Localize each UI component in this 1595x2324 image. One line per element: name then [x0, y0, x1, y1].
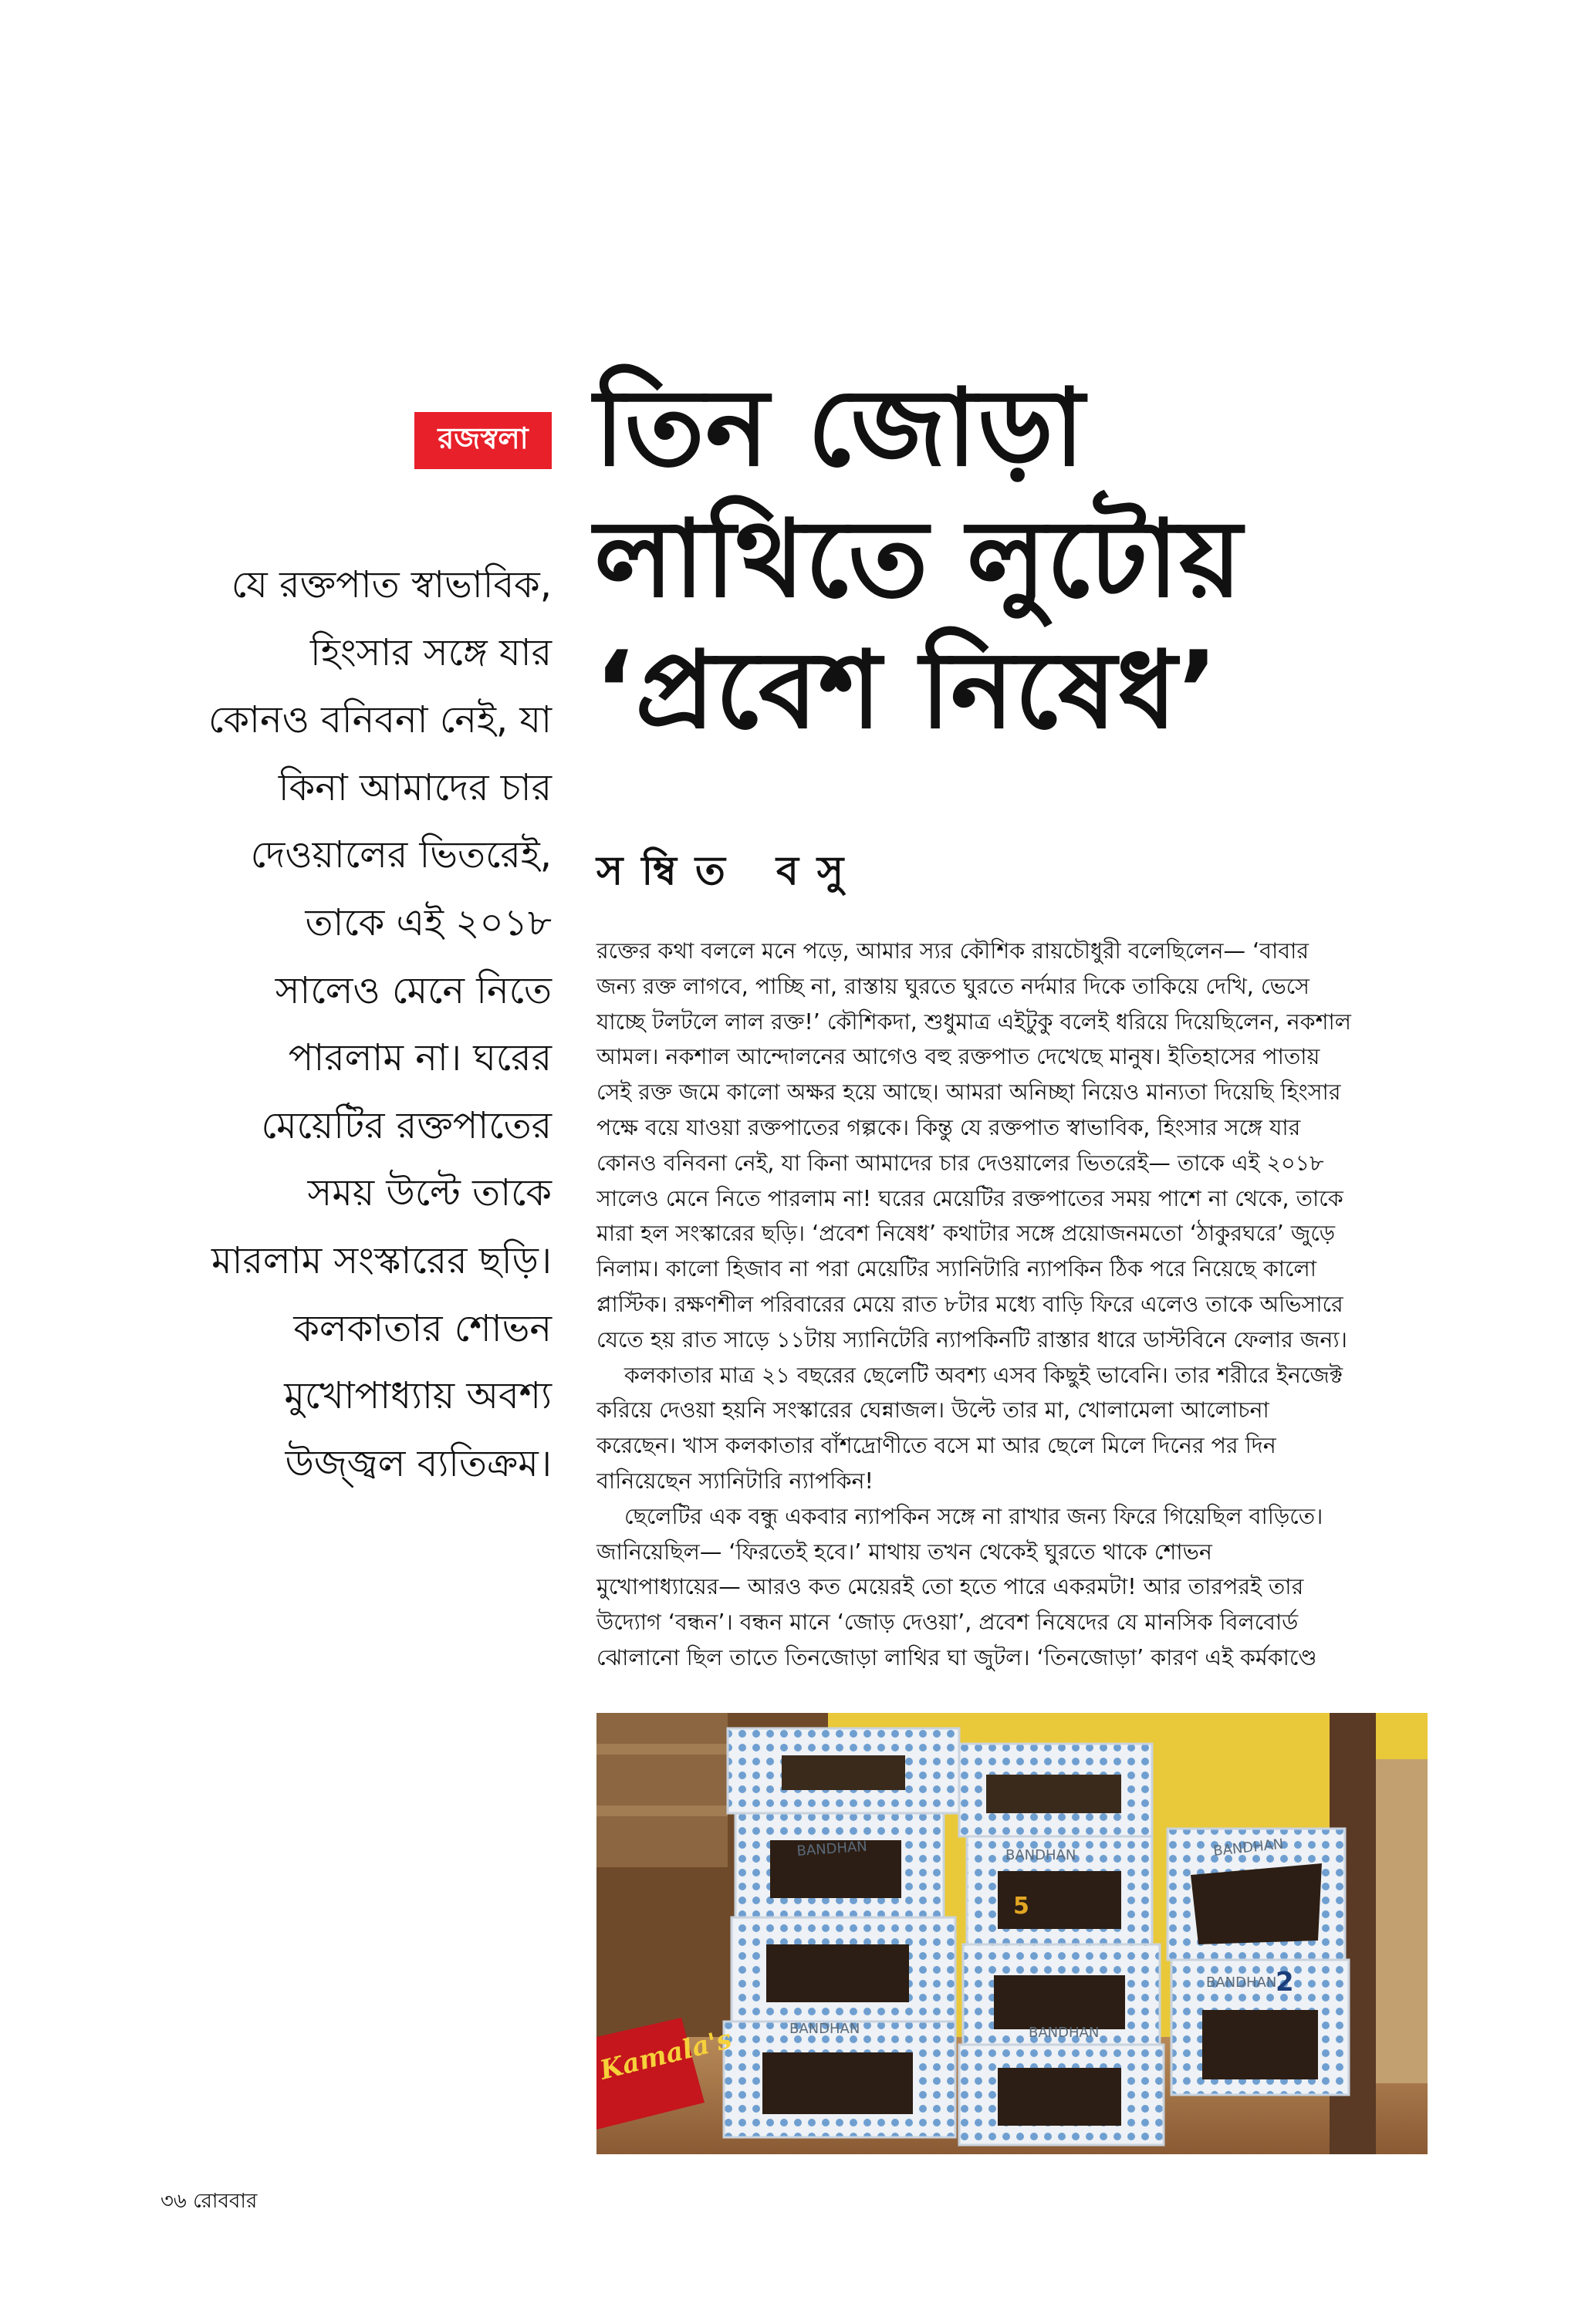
body-line: পক্ষে বয়ে যাওয়া রক্তপাতের গল্পকে। কিন্তু যে রক্তপাত স্বাভাবিক, হিংসার সঙ্গে যার — [596, 1114, 1301, 1140]
photo-box-label: BANDHAN — [789, 2021, 860, 2037]
page-folio: ৩৬ রোববার — [161, 2190, 258, 2213]
body-line: মুখোপাধ্যায়ের— আরও কত মেয়েরই তো হতে পারে একরমটা! আর তারপরই তার — [596, 1574, 1304, 1600]
photo-box-label: BANDHAN — [1212, 1836, 1285, 1860]
pullquote-line: মুখোপাধ্যায় অবশ্য — [284, 1374, 552, 1418]
body-line: কলকাতার মাত্র ২১ বছরের ছেলেটি অবশ্য এসব কিছুই ভাবেনি। তার শরীরে ইনজেক্ট — [624, 1362, 1343, 1388]
article-body — [596, 934, 1430, 1676]
pullquote-line: পারলাম না। ঘরের — [288, 1036, 552, 1080]
pullquote — [147, 552, 552, 1498]
body-line: জন্য রক্ত লাগবে, পাচ্ছি না, রাস্তায় ঘুরতে ঘুরতে নর্দমার দিকে তাকিয়ে দেখি, ভেসে — [596, 973, 1309, 999]
body-line: করিয়ে দেওয়া হয়নি সংস্কারের ঘেন্নাজল। উল্টে তার মা, খোলামেলা আলোচনা — [596, 1397, 1269, 1424]
photo-shelf — [596, 1713, 728, 1867]
headline-line: লাথিতে লুটোয় — [594, 497, 1243, 621]
pullquote-line: কলকাতার শোভন — [293, 1306, 552, 1350]
headline-line: ‘প্রবেশ নিষেধ’ — [594, 628, 1219, 752]
photo-box-label: BANDHAN — [1005, 1847, 1076, 1863]
pullquote-line: হিংসার সঙ্গে যার — [310, 630, 552, 674]
body-line: ঝোলানো ছিল তাতে তিনজোড়া লাথির ঘা জুটল। ‘তিনজোড়া’ কারণ এই কর্মকাণ্ডে — [596, 1644, 1317, 1670]
pullquote-line: মেয়েটির রক্তপাতের — [261, 1103, 552, 1147]
photo-package-text: Kamala's — [596, 2023, 735, 2086]
body-line: সালেও মেনে নিতে পারলাম না! ঘরের মেয়েটির রক্তপাতের সময় পাশে না থেকে, তাকে — [596, 1185, 1343, 1211]
pullquote-line: সালেও মেনে নিতে — [275, 968, 552, 1012]
article-photo — [596, 1713, 1428, 2154]
pullquote-line: সময় উল্টে তাকে — [307, 1171, 552, 1215]
photo-box-label: BANDHAN — [1206, 1974, 1277, 1991]
pullquote-line: উজ্জ্বল ব্যতিক্রম। — [285, 1441, 552, 1485]
body-line: কোনও বনিবনা নেই, যা কিনা আমাদের চার দেওয়ালের ভিতরেই— তাকে এই ২০১৮ — [596, 1150, 1324, 1176]
body-line: উদ্যোগ ‘বন্ধন’। বন্ধন মানে ‘জোড় দেওয়া’, প্রবেশ নিষেদের যে মানসিক বিলবোর্ড — [596, 1610, 1299, 1636]
body-line: যাচ্ছে টলটলে লাল রক্ত!’ কৌশিকদা, শুধুমাত্র এইটুকু বলেই ধরিয়ে দিয়েছিলেন, নকশাল — [596, 1008, 1351, 1035]
pullquote-line: তাকে এই ২০১৮ — [305, 900, 552, 944]
headline-line: তিন জোড়া — [594, 366, 1086, 490]
photo-box-number: 2 — [1276, 1967, 1294, 1998]
headline — [594, 363, 1559, 756]
pullquote-line: মারলাম সংস্কারের ছড়ি। — [211, 1238, 552, 1282]
pullquote-line: কিনা আমাদের চার — [278, 765, 552, 809]
body-line: করেছেন। খাস কলকাতার বাঁশদ্রোণীতে বসে মা আর ছেলে মিলে দিনের পর দিন — [596, 1433, 1276, 1459]
body-line: প্লাস্টিক। রক্ষণশীল পরিবারের মেয়ে রাত ৮টার মধ্যে বাড়ি ফিরে এলেও তাকে অভিসারে — [596, 1291, 1343, 1317]
photo-box-label: BANDHAN — [796, 1838, 868, 1860]
body-line: রক্তের কথা বললে মনে পড়ে, আমার স্যর কৌশিক রায়চৌধুরী বলেছিলেন— ‘বাবার — [596, 938, 1309, 964]
pullquote-line: যে রক্তপাত স্বাভাবিক, — [231, 563, 552, 606]
body-line: জানিয়েছিল— ‘ফিরতেই হবে।’ মাথায় তখন থেকেই ঘুরতে থাকে শোভন — [596, 1539, 1212, 1565]
body-line: নিলাম। কালো হিজাব না পরা মেয়েটির স্যানিটারি ন্যাপকিন ঠিক পরে নিয়েছে কালো — [596, 1256, 1317, 1282]
body-line: মারা হল সংস্কারের ছড়ি। ‘প্রবেশ নিষেধ’ কথাটার সঙ্গে প্রয়োজনমতো ‘ঠাকুরঘরে’ জুড়ে — [596, 1221, 1336, 1247]
body-line: যেতে হয় রাত সাড়ে ১১টায় স্যানিটেরি ন্যাপকিনটি রাস্তার ধারে ডাস্টবিনে ফেলার জন্য। — [596, 1326, 1347, 1353]
section-tag: রজস্বলা — [414, 412, 552, 469]
photo-box-label: BANDHAN — [1029, 2025, 1100, 2041]
pullquote-line: কোনও বনিবনা নেই, যা — [208, 698, 552, 742]
body-line: বানিয়েছেন স্যানিটারি ন্যাপকিন! — [596, 1468, 874, 1494]
body-line: ছেলেটির এক বন্ধু একবার ন্যাপকিন সঙ্গে না রাখার জন্য ফিরে গিয়েছিল বাড়িতে। — [624, 1503, 1323, 1529]
body-line: আমল। নকশাল আন্দোলনের আগেও বহু রক্তপাত দেখেছে মানুষ। ইতিহাসের পাতায় — [596, 1044, 1320, 1070]
body-line: সেই রক্ত জমে কালো অক্ষর হয়ে আছে। আমরা অনিচ্ছা নিয়েও মান্যতা দিয়েছি হিংসার — [596, 1079, 1341, 1106]
byline: সম্বিত বসু — [596, 848, 863, 894]
pullquote-line: দেওয়ালের ভিতরেই, — [250, 833, 552, 877]
photo-box-number: 5 — [1013, 1893, 1029, 1920]
